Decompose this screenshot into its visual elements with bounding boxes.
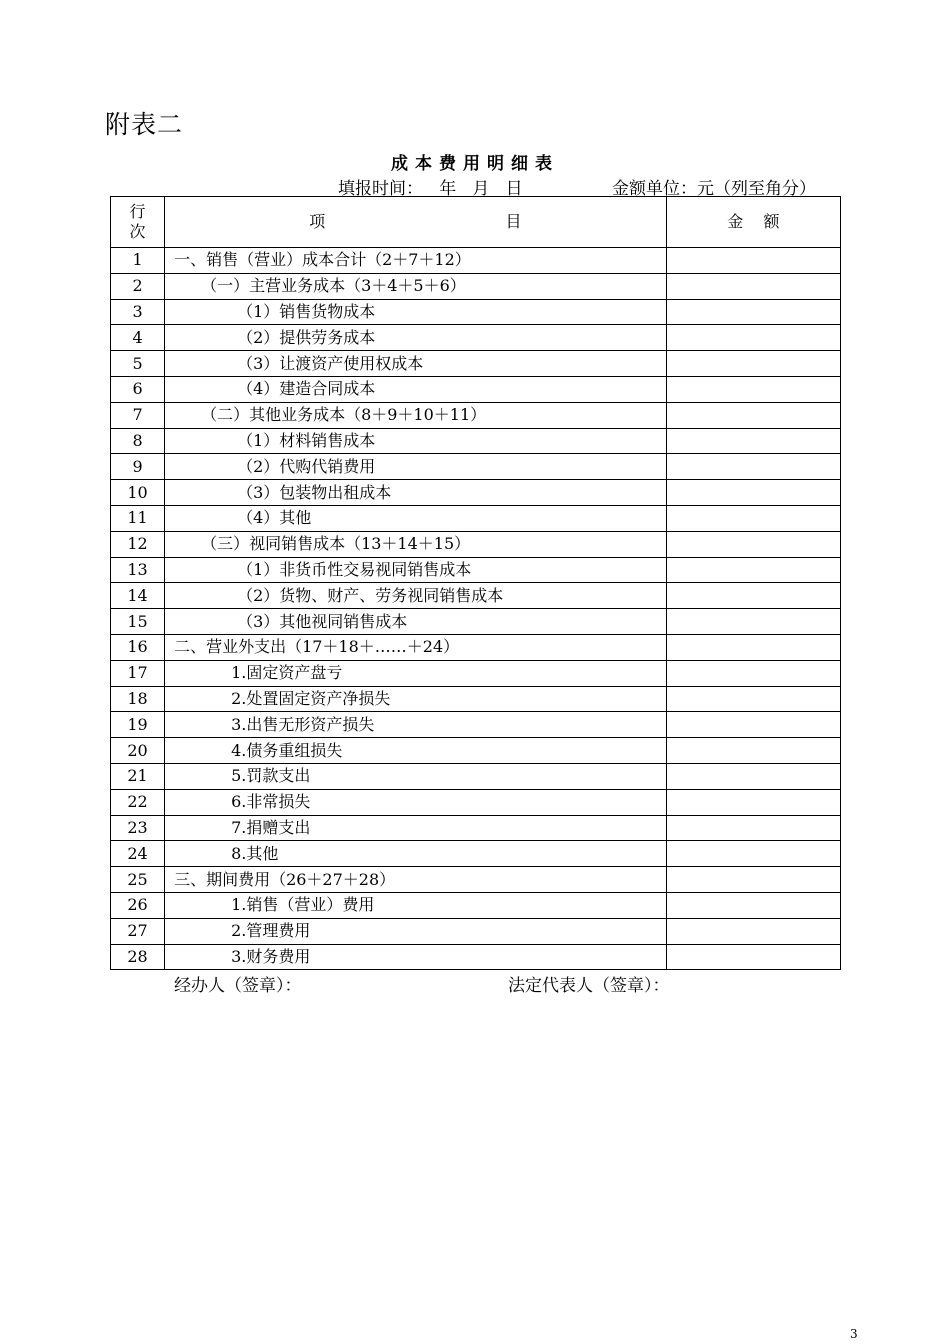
item-cell: 8.其他 [165,841,667,867]
row-number-cell: 26 [111,892,165,918]
table-row [111,299,841,325]
item-cell: 1.销售（营业）费用 [165,892,667,918]
row-number-cell: 5 [111,351,165,377]
amount-unit-label: 金额单位：元（列至角分） [612,179,816,199]
table-row [111,712,841,738]
item-cell: 6.非常损失 [165,789,667,815]
header-row-no-char: 行 [129,202,146,221]
table-row [111,273,841,299]
row-number-cell: 23 [111,815,165,841]
table-row [111,557,841,583]
table-row [111,763,841,789]
row-number-cell: 17 [111,660,165,686]
row-number-cell: 22 [111,789,165,815]
row-number-cell: 25 [111,867,165,893]
item-cell: （4）其他 [165,505,667,531]
item-cell: （3）其他视同销售成本 [165,609,667,635]
item-cell: （1）销售货物成本 [165,299,667,325]
amount-cell[interactable] [666,325,840,351]
row-number-cell: 12 [111,531,165,557]
header-amount [666,197,840,248]
table-row [111,505,841,531]
item-cell: 4.债务重组损失 [165,738,667,764]
table-row [111,789,841,815]
row-number-cell: 8 [111,428,165,454]
item-cell: （3）让渡资产使用权成本 [165,351,667,377]
amount-cell[interactable] [666,402,840,428]
item-cell: （2）代购代销费用 [165,454,667,480]
table-row [111,583,841,609]
item-cell: 二、营业外支出（17＋18＋……＋24） [165,634,667,660]
row-number-cell: 3 [111,299,165,325]
row-number-cell: 15 [111,609,165,635]
header-row-no-text [111,202,164,242]
item-cell: 7.捐赠支出 [165,815,667,841]
row-number-cell: 18 [111,686,165,712]
amount-cell[interactable] [666,351,840,377]
item-cell: （1）材料销售成本 [165,428,667,454]
row-number-cell: 27 [111,918,165,944]
row-number-cell: 9 [111,454,165,480]
item-cell: （2）货物、财产、劳务视同销售成本 [165,583,667,609]
table-row [111,376,841,402]
header-row-no-char: 次 [129,222,146,241]
table-row [111,454,841,480]
row-number-cell: 11 [111,505,165,531]
header-item [165,197,667,248]
amount-cell[interactable] [666,634,840,660]
item-cell: （一）主营业务成本（3＋4＋5＋6） [165,273,667,299]
table-row [111,867,841,893]
page-title: 成本费用明细表 [391,154,559,174]
row-number-cell: 2 [111,273,165,299]
amount-cell[interactable] [666,712,840,738]
row-number-cell: 6 [111,376,165,402]
page-number: 3 [850,1327,858,1341]
cost-expense-table [110,196,841,970]
amount-cell[interactable] [666,738,840,764]
header-amount-text: 金 额 [727,212,780,231]
table-row [111,918,841,944]
table-row [111,351,841,377]
table-row [111,531,841,557]
row-number-cell: 14 [111,583,165,609]
amount-cell[interactable] [666,660,840,686]
item-cell: 3.出售无形资产损失 [165,712,667,738]
table-row [111,325,841,351]
table-row [111,815,841,841]
amount-cell[interactable] [666,557,840,583]
amount-cell[interactable] [666,944,840,970]
table-row [111,892,841,918]
item-cell: （1）非货币性交易视同销售成本 [165,557,667,583]
table-row [111,944,841,970]
amount-cell[interactable] [666,867,840,893]
amount-cell[interactable] [666,686,840,712]
row-number-cell: 13 [111,557,165,583]
row-number-cell: 4 [111,325,165,351]
amount-cell[interactable] [666,583,840,609]
amount-cell[interactable] [666,763,840,789]
row-number-cell: 1 [111,248,165,274]
table-row [111,738,841,764]
header-row-no [111,197,165,248]
amount-cell[interactable] [666,454,840,480]
row-number-cell: 20 [111,738,165,764]
table-row [111,841,841,867]
row-number-cell: 16 [111,634,165,660]
amount-cell[interactable] [666,892,840,918]
row-number-cell: 24 [111,841,165,867]
amount-cell[interactable] [666,815,840,841]
item-cell: （3）包装物出租成本 [165,480,667,506]
amount-cell[interactable] [666,918,840,944]
amount-cell[interactable] [666,428,840,454]
amount-cell[interactable] [666,248,840,274]
amount-cell[interactable] [666,376,840,402]
amount-cell[interactable] [666,531,840,557]
fill-time-label: 填报时间： 年 月 日 [338,179,523,199]
header-item-left: 项 [309,212,326,231]
table-row [111,402,841,428]
row-number-cell: 10 [111,480,165,506]
table-row [111,686,841,712]
row-number-cell: 28 [111,944,165,970]
table-row [111,428,841,454]
row-number-cell: 7 [111,402,165,428]
item-cell: 1.固定资产盘亏 [165,660,667,686]
item-cell: 三、期间费用（26＋27＋28） [165,867,667,893]
header-item-right: 目 [505,212,522,231]
amount-cell[interactable] [666,273,840,299]
table-row [111,480,841,506]
amount-cell[interactable] [666,299,840,325]
item-cell: 2.处置固定资产净损失 [165,686,667,712]
amount-cell[interactable] [666,609,840,635]
table-body [111,248,841,970]
handler-signature-label: 经办人（签章）： [174,976,302,996]
attachment-title: 附表二 [105,110,184,139]
item-cell: 5.罚款支出 [165,763,667,789]
item-cell: 一、销售（营业）成本合计（2＋7＋12） [165,248,667,274]
item-cell: （二）其他业务成本（8＋9＋10＋11） [165,402,667,428]
legal-rep-signature-label: 法定代表人（签章）： [508,976,670,996]
table-row [111,609,841,635]
amount-cell[interactable] [666,505,840,531]
table-header-row [111,197,841,248]
table-row [111,248,841,274]
amount-cell[interactable] [666,789,840,815]
row-number-cell: 19 [111,712,165,738]
item-cell: （三）视同销售成本（13＋14＋15） [165,531,667,557]
item-cell: 3.财务费用 [165,944,667,970]
amount-cell[interactable] [666,480,840,506]
item-cell: （2）提供劳务成本 [165,325,667,351]
row-number-cell: 21 [111,763,165,789]
item-cell: （4）建造合同成本 [165,376,667,402]
item-cell: 2.管理费用 [165,918,667,944]
table-row [111,634,841,660]
table-row [111,660,841,686]
amount-cell[interactable] [666,841,840,867]
